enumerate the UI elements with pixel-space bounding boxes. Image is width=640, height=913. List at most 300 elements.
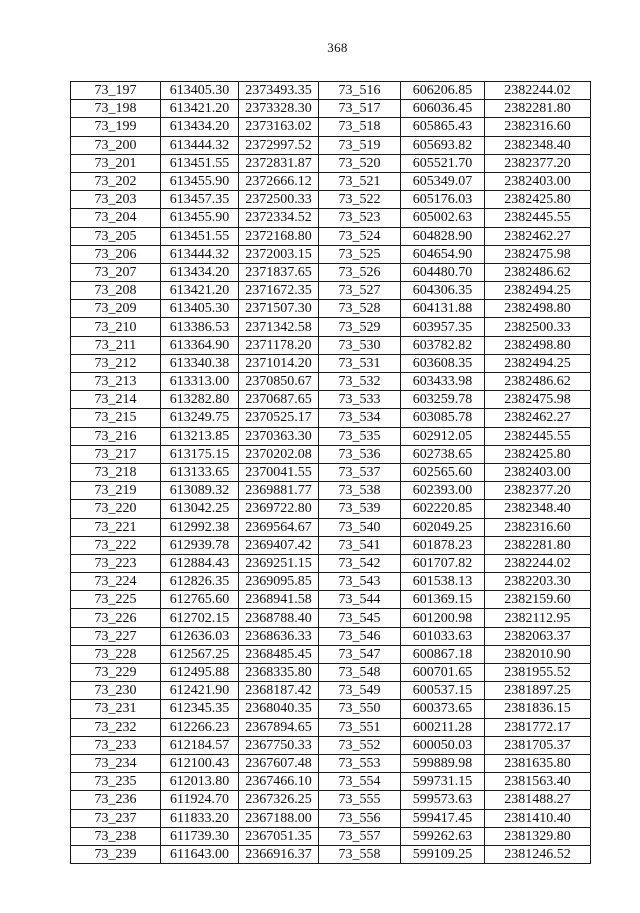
table-row	[71, 573, 591, 591]
cell-point-id: 73_197	[71, 82, 161, 100]
cell-y-coordinate: 2373493.35	[239, 82, 319, 100]
cell-y-coordinate: 2367326.25	[239, 791, 319, 809]
cell-x-coordinate: 612884.43	[161, 554, 239, 572]
cell-point-id: 73_538	[319, 482, 401, 500]
cell-point-id: 73_219	[71, 482, 161, 500]
table-row	[71, 282, 591, 300]
cell-y-coordinate: 2381488.27	[485, 791, 591, 809]
table-row	[71, 500, 591, 518]
table-row	[71, 700, 591, 718]
cell-x-coordinate: 602049.25	[401, 518, 485, 536]
cell-y-coordinate: 2381836.15	[485, 700, 591, 718]
cell-x-coordinate: 606036.45	[401, 100, 485, 118]
cell-point-id: 73_202	[71, 172, 161, 190]
cell-point-id: 73_211	[71, 336, 161, 354]
cell-point-id: 73_236	[71, 791, 161, 809]
cell-x-coordinate: 605865.43	[401, 118, 485, 136]
cell-x-coordinate: 599417.45	[401, 809, 485, 827]
cell-point-id: 73_203	[71, 191, 161, 209]
cell-y-coordinate: 2367607.48	[239, 754, 319, 772]
cell-point-id: 73_553	[319, 754, 401, 772]
cell-x-coordinate: 601369.15	[401, 591, 485, 609]
cell-point-id: 73_517	[319, 100, 401, 118]
cell-x-coordinate: 613451.55	[161, 227, 239, 245]
cell-y-coordinate: 2372168.80	[239, 227, 319, 245]
cell-y-coordinate: 2382203.30	[485, 573, 591, 591]
table-row	[71, 409, 591, 427]
cell-x-coordinate: 600373.65	[401, 700, 485, 718]
cell-x-coordinate: 612939.78	[161, 536, 239, 554]
table-row	[71, 391, 591, 409]
cell-x-coordinate: 611924.70	[161, 791, 239, 809]
cell-point-id: 73_237	[71, 809, 161, 827]
cell-x-coordinate: 612495.88	[161, 664, 239, 682]
cell-point-id: 73_229	[71, 664, 161, 682]
cell-y-coordinate: 2382462.27	[485, 409, 591, 427]
cell-x-coordinate: 613313.00	[161, 373, 239, 391]
cell-y-coordinate: 2371178.20	[239, 336, 319, 354]
cell-y-coordinate: 2381705.37	[485, 736, 591, 754]
table-row	[71, 427, 591, 445]
cell-y-coordinate: 2367750.33	[239, 736, 319, 754]
cell-point-id: 73_545	[319, 609, 401, 627]
cell-y-coordinate: 2382112.95	[485, 609, 591, 627]
cell-y-coordinate: 2381635.80	[485, 754, 591, 772]
table-row	[71, 136, 591, 154]
cell-x-coordinate: 613444.32	[161, 136, 239, 154]
cell-x-coordinate: 611739.30	[161, 827, 239, 845]
cell-point-id: 73_235	[71, 773, 161, 791]
cell-x-coordinate: 599109.25	[401, 845, 485, 863]
cell-y-coordinate: 2368941.58	[239, 591, 319, 609]
cell-x-coordinate: 605349.07	[401, 172, 485, 190]
cell-point-id: 73_526	[319, 263, 401, 281]
cell-x-coordinate: 602393.00	[401, 482, 485, 500]
cell-point-id: 73_516	[319, 82, 401, 100]
cell-x-coordinate: 600050.03	[401, 736, 485, 754]
cell-x-coordinate: 612100.43	[161, 754, 239, 772]
cell-point-id: 73_201	[71, 154, 161, 172]
cell-point-id: 73_547	[319, 645, 401, 663]
table-row	[71, 791, 591, 809]
cell-y-coordinate: 2371014.20	[239, 354, 319, 372]
cell-point-id: 73_528	[319, 300, 401, 318]
cell-x-coordinate: 613457.35	[161, 191, 239, 209]
cell-x-coordinate: 599262.63	[401, 827, 485, 845]
cell-x-coordinate: 613042.25	[161, 500, 239, 518]
cell-x-coordinate: 613444.32	[161, 245, 239, 263]
cell-y-coordinate: 2370041.55	[239, 463, 319, 481]
cell-point-id: 73_540	[319, 518, 401, 536]
cell-y-coordinate: 2368485.45	[239, 645, 319, 663]
cell-x-coordinate: 605521.70	[401, 154, 485, 172]
cell-y-coordinate: 2382159.60	[485, 591, 591, 609]
cell-y-coordinate: 2381772.17	[485, 718, 591, 736]
table-row	[71, 645, 591, 663]
cell-y-coordinate: 2382403.00	[485, 463, 591, 481]
cell-y-coordinate: 2370687.65	[239, 391, 319, 409]
cell-x-coordinate: 612345.35	[161, 700, 239, 718]
cell-x-coordinate: 603608.35	[401, 354, 485, 372]
table-row	[71, 191, 591, 209]
cell-y-coordinate: 2382425.80	[485, 445, 591, 463]
cell-x-coordinate: 605002.63	[401, 209, 485, 227]
cell-x-coordinate: 605693.82	[401, 136, 485, 154]
table-row	[71, 554, 591, 572]
cell-x-coordinate: 612266.23	[161, 718, 239, 736]
table-body	[71, 82, 591, 864]
cell-point-id: 73_549	[319, 682, 401, 700]
cell-point-id: 73_555	[319, 791, 401, 809]
table-row	[71, 445, 591, 463]
cell-point-id: 73_239	[71, 845, 161, 863]
cell-y-coordinate: 2366916.37	[239, 845, 319, 863]
table-row	[71, 482, 591, 500]
cell-x-coordinate: 600211.28	[401, 718, 485, 736]
cell-point-id: 73_552	[319, 736, 401, 754]
table-row	[71, 827, 591, 845]
cell-y-coordinate: 2382486.62	[485, 263, 591, 281]
cell-y-coordinate: 2367466.10	[239, 773, 319, 791]
cell-point-id: 73_548	[319, 664, 401, 682]
cell-x-coordinate: 613405.30	[161, 300, 239, 318]
cell-y-coordinate: 2382475.98	[485, 391, 591, 409]
cell-point-id: 73_238	[71, 827, 161, 845]
cell-x-coordinate: 603433.98	[401, 373, 485, 391]
cell-x-coordinate: 599573.63	[401, 791, 485, 809]
cell-y-coordinate: 2372334.52	[239, 209, 319, 227]
cell-point-id: 73_223	[71, 554, 161, 572]
cell-y-coordinate: 2369251.15	[239, 554, 319, 572]
cell-x-coordinate: 612826.35	[161, 573, 239, 591]
cell-y-coordinate: 2370363.30	[239, 427, 319, 445]
table-row	[71, 373, 591, 391]
cell-point-id: 73_205	[71, 227, 161, 245]
cell-x-coordinate: 612765.60	[161, 591, 239, 609]
cell-y-coordinate: 2382377.20	[485, 154, 591, 172]
cell-point-id: 73_208	[71, 282, 161, 300]
cell-point-id: 73_217	[71, 445, 161, 463]
cell-y-coordinate: 2371507.30	[239, 300, 319, 318]
cell-point-id: 73_227	[71, 627, 161, 645]
cell-point-id: 73_524	[319, 227, 401, 245]
cell-point-id: 73_221	[71, 518, 161, 536]
cell-x-coordinate: 602565.60	[401, 463, 485, 481]
cell-y-coordinate: 2371672.35	[239, 282, 319, 300]
cell-x-coordinate: 613455.90	[161, 209, 239, 227]
cell-y-coordinate: 2367188.00	[239, 809, 319, 827]
cell-x-coordinate: 613175.15	[161, 445, 239, 463]
cell-point-id: 73_206	[71, 245, 161, 263]
cell-point-id: 73_531	[319, 354, 401, 372]
cell-point-id: 73_204	[71, 209, 161, 227]
cell-y-coordinate: 2382348.40	[485, 500, 591, 518]
cell-x-coordinate: 604131.88	[401, 300, 485, 318]
cell-x-coordinate: 613451.55	[161, 154, 239, 172]
cell-point-id: 73_535	[319, 427, 401, 445]
cell-point-id: 73_228	[71, 645, 161, 663]
table-row	[71, 82, 591, 100]
cell-y-coordinate: 2382403.00	[485, 172, 591, 190]
cell-y-coordinate: 2382244.02	[485, 554, 591, 572]
cell-y-coordinate: 2369095.85	[239, 573, 319, 591]
cell-y-coordinate: 2372666.12	[239, 172, 319, 190]
cell-point-id: 73_532	[319, 373, 401, 391]
cell-x-coordinate: 613421.20	[161, 100, 239, 118]
cell-point-id: 73_220	[71, 500, 161, 518]
cell-point-id: 73_530	[319, 336, 401, 354]
cell-y-coordinate: 2382462.27	[485, 227, 591, 245]
cell-y-coordinate: 2382244.02	[485, 82, 591, 100]
cell-y-coordinate: 2382281.80	[485, 100, 591, 118]
table-row	[71, 354, 591, 372]
cell-x-coordinate: 613386.53	[161, 318, 239, 336]
cell-x-coordinate: 611833.20	[161, 809, 239, 827]
cell-y-coordinate: 2373163.02	[239, 118, 319, 136]
cell-x-coordinate: 600701.65	[401, 664, 485, 682]
cell-x-coordinate: 604306.35	[401, 282, 485, 300]
cell-x-coordinate: 613249.75	[161, 409, 239, 427]
cell-point-id: 73_215	[71, 409, 161, 427]
table-row	[71, 209, 591, 227]
cell-point-id: 73_214	[71, 391, 161, 409]
cell-x-coordinate: 601538.13	[401, 573, 485, 591]
cell-x-coordinate: 602738.65	[401, 445, 485, 463]
cell-y-coordinate: 2370525.17	[239, 409, 319, 427]
cell-x-coordinate: 613089.32	[161, 482, 239, 500]
cell-y-coordinate: 2372997.52	[239, 136, 319, 154]
cell-y-coordinate: 2382494.25	[485, 354, 591, 372]
cell-x-coordinate: 599731.15	[401, 773, 485, 791]
cell-y-coordinate: 2372003.15	[239, 245, 319, 263]
cell-point-id: 73_541	[319, 536, 401, 554]
cell-point-id: 73_200	[71, 136, 161, 154]
table-row	[71, 300, 591, 318]
cell-point-id: 73_225	[71, 591, 161, 609]
cell-x-coordinate: 604654.90	[401, 245, 485, 263]
cell-y-coordinate: 2368335.80	[239, 664, 319, 682]
cell-y-coordinate: 2369881.77	[239, 482, 319, 500]
cell-point-id: 73_544	[319, 591, 401, 609]
cell-x-coordinate: 613213.85	[161, 427, 239, 445]
table-row	[71, 682, 591, 700]
cell-x-coordinate: 603085.78	[401, 409, 485, 427]
cell-y-coordinate: 2382475.98	[485, 245, 591, 263]
cell-x-coordinate: 599889.98	[401, 754, 485, 772]
cell-point-id: 73_231	[71, 700, 161, 718]
cell-x-coordinate: 605176.03	[401, 191, 485, 209]
cell-point-id: 73_527	[319, 282, 401, 300]
cell-y-coordinate: 2382498.80	[485, 300, 591, 318]
cell-y-coordinate: 2372831.87	[239, 154, 319, 172]
cell-x-coordinate: 613434.20	[161, 118, 239, 136]
cell-point-id: 73_539	[319, 500, 401, 518]
cell-point-id: 73_212	[71, 354, 161, 372]
cell-y-coordinate: 2369564.67	[239, 518, 319, 536]
cell-point-id: 73_529	[319, 318, 401, 336]
cell-x-coordinate: 603259.78	[401, 391, 485, 409]
cell-point-id: 73_519	[319, 136, 401, 154]
cell-y-coordinate: 2373328.30	[239, 100, 319, 118]
cell-y-coordinate: 2370202.08	[239, 445, 319, 463]
table-row	[71, 627, 591, 645]
cell-x-coordinate: 612013.80	[161, 773, 239, 791]
cell-y-coordinate: 2382063.37	[485, 627, 591, 645]
cell-y-coordinate: 2381955.52	[485, 664, 591, 682]
cell-point-id: 73_209	[71, 300, 161, 318]
cell-x-coordinate: 612702.15	[161, 609, 239, 627]
cell-point-id: 73_550	[319, 700, 401, 718]
table-row	[71, 336, 591, 354]
cell-y-coordinate: 2368636.33	[239, 627, 319, 645]
cell-x-coordinate: 613340.38	[161, 354, 239, 372]
table-row	[71, 773, 591, 791]
cell-y-coordinate: 2367051.35	[239, 827, 319, 845]
cell-y-coordinate: 2368040.35	[239, 700, 319, 718]
cell-point-id: 73_213	[71, 373, 161, 391]
cell-x-coordinate: 601878.23	[401, 536, 485, 554]
cell-point-id: 73_542	[319, 554, 401, 572]
cell-y-coordinate: 2369722.80	[239, 500, 319, 518]
cell-point-id: 73_216	[71, 427, 161, 445]
cell-x-coordinate: 612992.38	[161, 518, 239, 536]
cell-y-coordinate: 2368788.40	[239, 609, 319, 627]
cell-y-coordinate: 2381897.25	[485, 682, 591, 700]
cell-y-coordinate: 2382010.90	[485, 645, 591, 663]
table-row	[71, 100, 591, 118]
cell-x-coordinate: 601200.98	[401, 609, 485, 627]
cell-x-coordinate: 602220.85	[401, 500, 485, 518]
cell-y-coordinate: 2382281.80	[485, 536, 591, 554]
table-row	[71, 609, 591, 627]
cell-point-id: 73_207	[71, 263, 161, 281]
table-row	[71, 518, 591, 536]
table-row	[71, 718, 591, 736]
cell-y-coordinate: 2369407.42	[239, 536, 319, 554]
cell-point-id: 73_224	[71, 573, 161, 591]
table-row	[71, 154, 591, 172]
table-row	[71, 536, 591, 554]
table-row	[71, 227, 591, 245]
cell-point-id: 73_234	[71, 754, 161, 772]
table-row	[71, 263, 591, 281]
cell-point-id: 73_233	[71, 736, 161, 754]
cell-x-coordinate: 612184.57	[161, 736, 239, 754]
cell-point-id: 73_551	[319, 718, 401, 736]
cell-y-coordinate: 2368187.42	[239, 682, 319, 700]
cell-y-coordinate: 2371342.58	[239, 318, 319, 336]
cell-x-coordinate: 600537.15	[401, 682, 485, 700]
cell-point-id: 73_523	[319, 209, 401, 227]
cell-y-coordinate: 2382425.80	[485, 191, 591, 209]
cell-x-coordinate: 613282.80	[161, 391, 239, 409]
cell-y-coordinate: 2381246.52	[485, 845, 591, 863]
cell-point-id: 73_558	[319, 845, 401, 863]
table-row	[71, 736, 591, 754]
cell-y-coordinate: 2372500.33	[239, 191, 319, 209]
cell-point-id: 73_520	[319, 154, 401, 172]
cell-point-id: 73_557	[319, 827, 401, 845]
cell-y-coordinate: 2381410.40	[485, 809, 591, 827]
cell-point-id: 73_536	[319, 445, 401, 463]
cell-point-id: 73_525	[319, 245, 401, 263]
cell-x-coordinate: 613364.90	[161, 336, 239, 354]
table-row	[71, 591, 591, 609]
cell-point-id: 73_537	[319, 463, 401, 481]
cell-point-id: 73_199	[71, 118, 161, 136]
cell-y-coordinate: 2382316.60	[485, 518, 591, 536]
cell-x-coordinate: 603782.82	[401, 336, 485, 354]
cell-point-id: 73_556	[319, 809, 401, 827]
cell-y-coordinate: 2371837.65	[239, 263, 319, 281]
cell-x-coordinate: 613434.20	[161, 263, 239, 281]
cell-y-coordinate: 2382498.80	[485, 336, 591, 354]
cell-point-id: 73_554	[319, 773, 401, 791]
table-row	[71, 809, 591, 827]
table-row	[71, 463, 591, 481]
table-row	[71, 845, 591, 863]
cell-x-coordinate: 603957.35	[401, 318, 485, 336]
cell-point-id: 73_522	[319, 191, 401, 209]
cell-x-coordinate: 600867.18	[401, 645, 485, 663]
cell-x-coordinate: 613405.30	[161, 82, 239, 100]
cell-y-coordinate: 2381563.40	[485, 773, 591, 791]
cell-y-coordinate: 2382445.55	[485, 209, 591, 227]
cell-point-id: 73_521	[319, 172, 401, 190]
cell-point-id: 73_518	[319, 118, 401, 136]
cell-x-coordinate: 604480.70	[401, 263, 485, 281]
cell-x-coordinate: 602912.05	[401, 427, 485, 445]
cell-point-id: 73_210	[71, 318, 161, 336]
cell-x-coordinate: 611643.00	[161, 845, 239, 863]
cell-x-coordinate: 612421.90	[161, 682, 239, 700]
cell-x-coordinate: 601707.82	[401, 554, 485, 572]
cell-point-id: 73_543	[319, 573, 401, 591]
cell-point-id: 73_546	[319, 627, 401, 645]
cell-x-coordinate: 612636.03	[161, 627, 239, 645]
cell-y-coordinate: 2382494.25	[485, 282, 591, 300]
cell-point-id: 73_222	[71, 536, 161, 554]
coordinates-table	[70, 81, 591, 864]
cell-point-id: 73_230	[71, 682, 161, 700]
table-row	[71, 245, 591, 263]
cell-y-coordinate: 2370850.67	[239, 373, 319, 391]
table-row	[71, 754, 591, 772]
cell-x-coordinate: 612567.25	[161, 645, 239, 663]
cell-y-coordinate: 2382377.20	[485, 482, 591, 500]
cell-point-id: 73_226	[71, 609, 161, 627]
cell-x-coordinate: 613455.90	[161, 172, 239, 190]
cell-point-id: 73_218	[71, 463, 161, 481]
table-row	[71, 318, 591, 336]
table-row	[71, 664, 591, 682]
cell-y-coordinate: 2381329.80	[485, 827, 591, 845]
cell-x-coordinate: 604828.90	[401, 227, 485, 245]
table-row	[71, 118, 591, 136]
table-row	[71, 172, 591, 190]
cell-point-id: 73_232	[71, 718, 161, 736]
cell-x-coordinate: 606206.85	[401, 82, 485, 100]
cell-x-coordinate: 601033.63	[401, 627, 485, 645]
cell-point-id: 73_534	[319, 409, 401, 427]
cell-y-coordinate: 2382348.40	[485, 136, 591, 154]
cell-y-coordinate: 2382316.60	[485, 118, 591, 136]
cell-y-coordinate: 2382486.62	[485, 373, 591, 391]
cell-x-coordinate: 613133.65	[161, 463, 239, 481]
cell-point-id: 73_533	[319, 391, 401, 409]
cell-y-coordinate: 2367894.65	[239, 718, 319, 736]
cell-y-coordinate: 2382445.55	[485, 427, 591, 445]
